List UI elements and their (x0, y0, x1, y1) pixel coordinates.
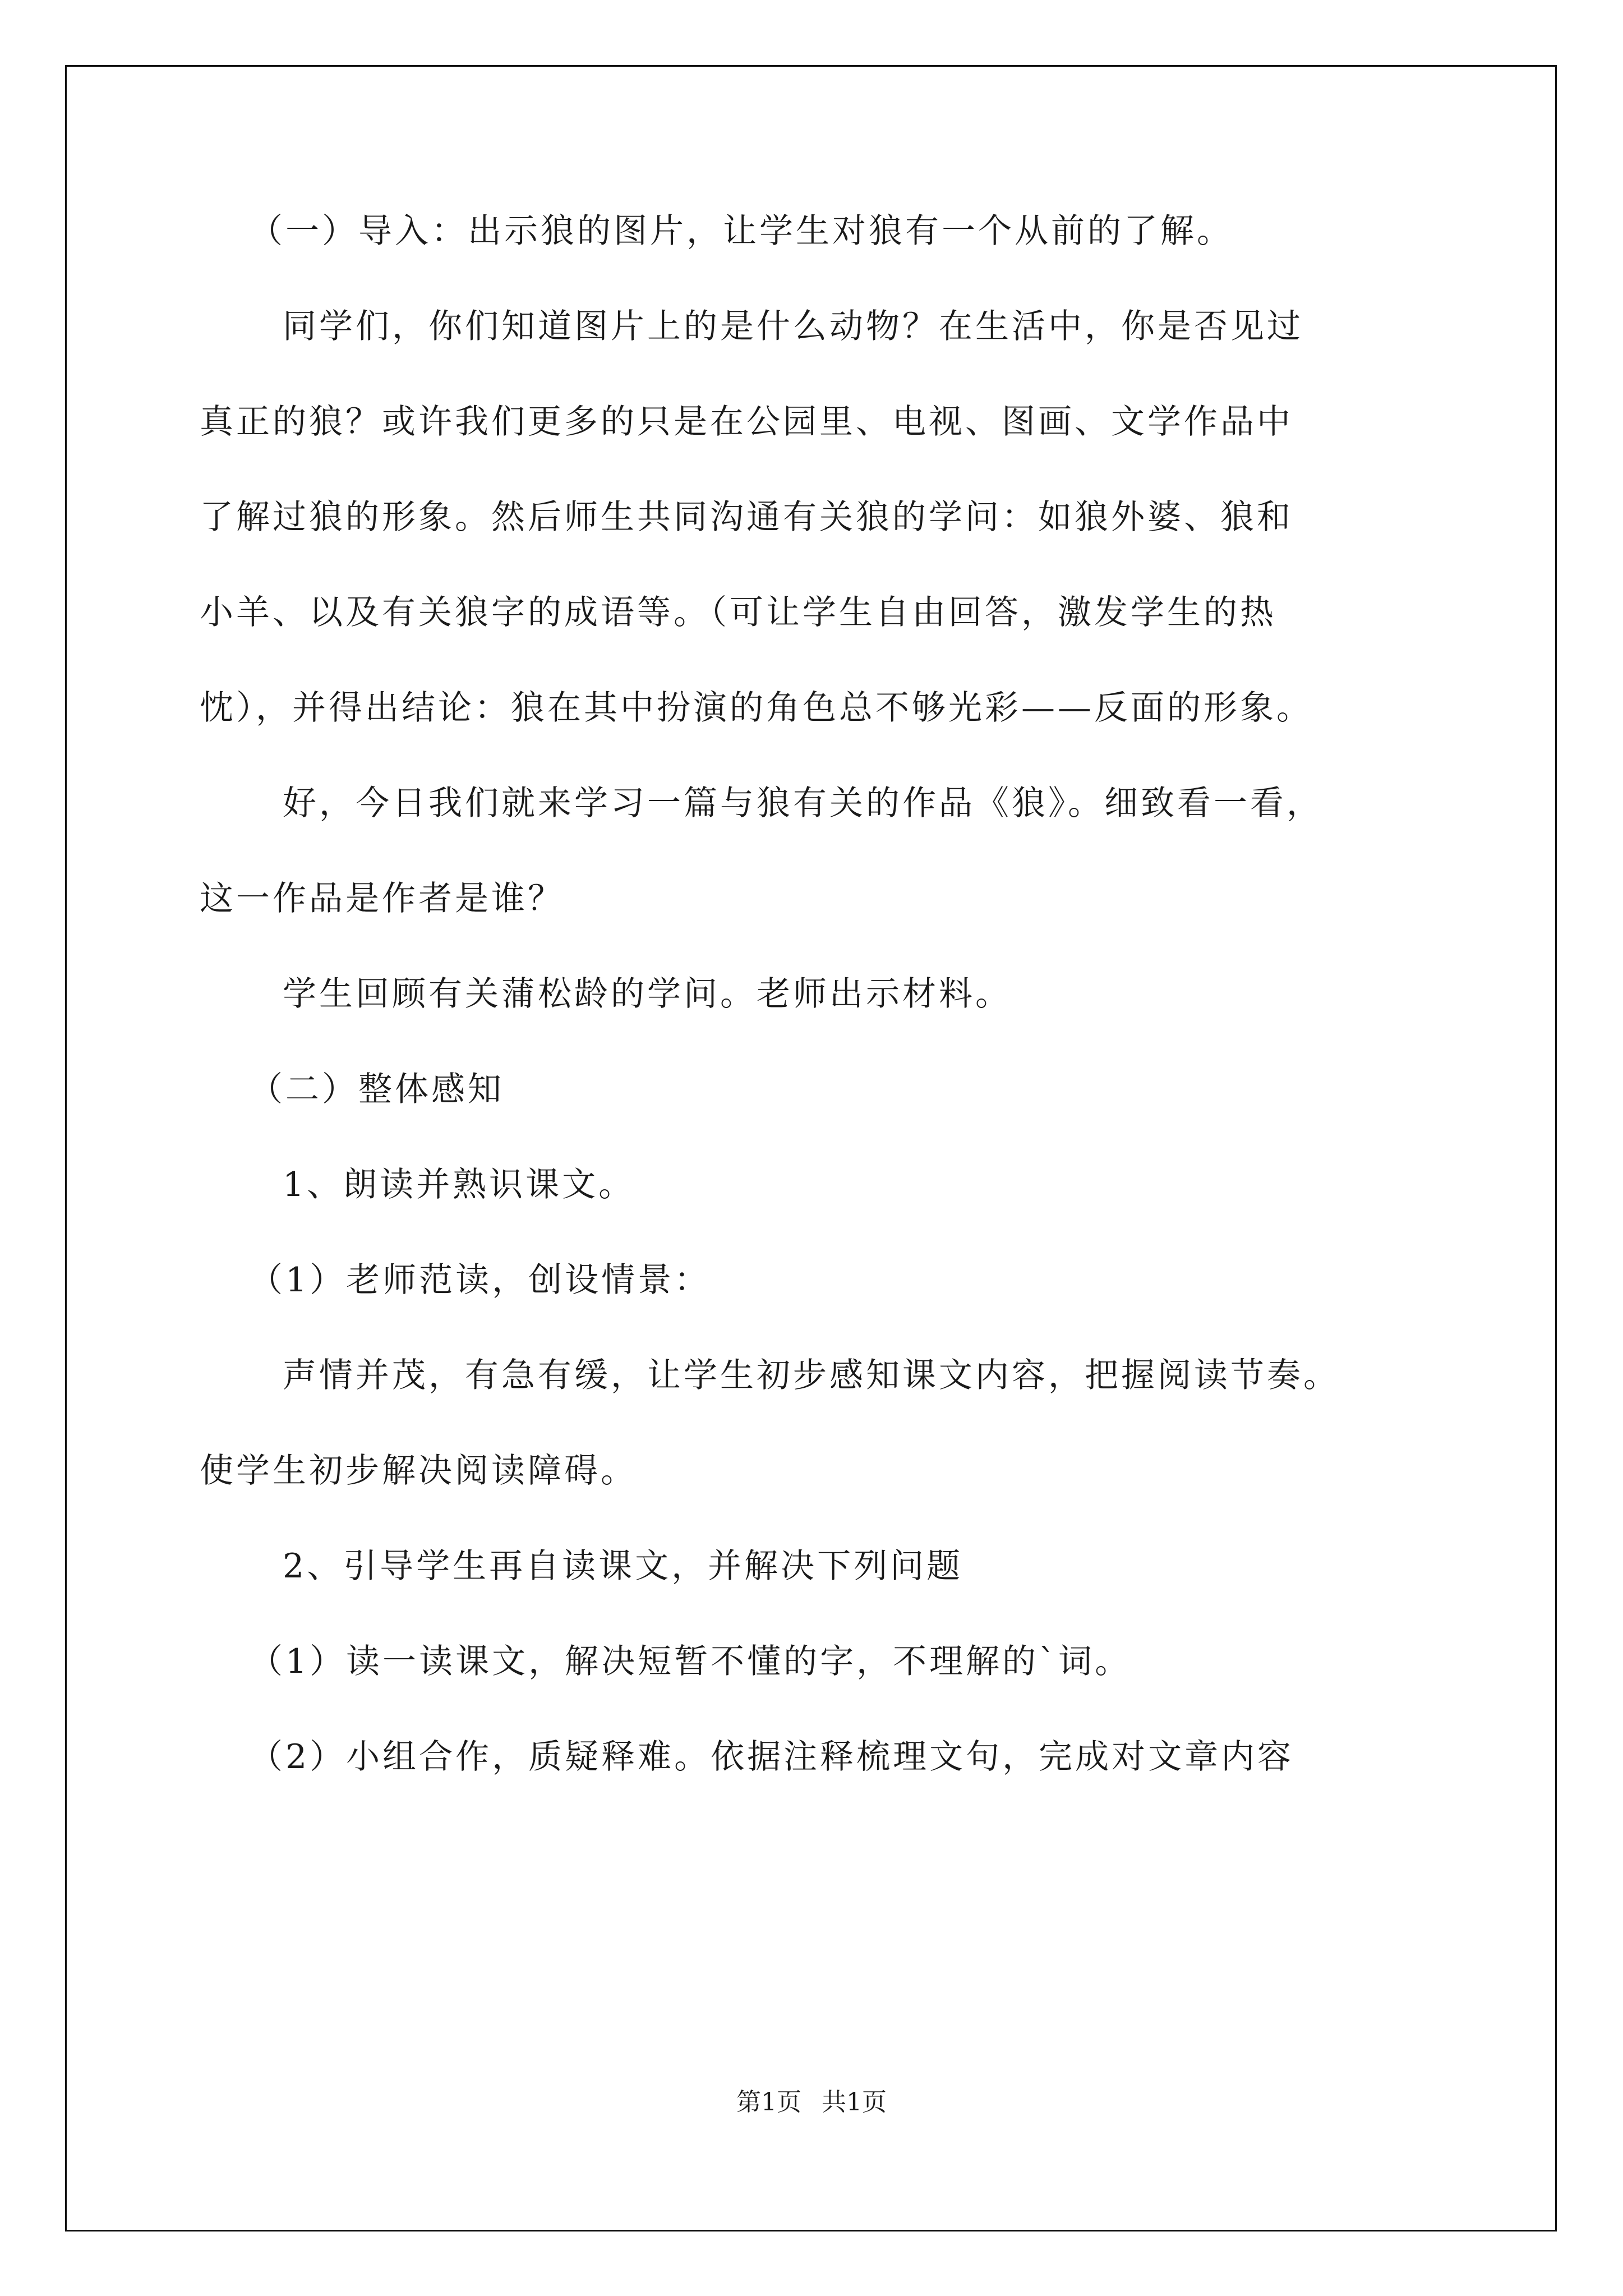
paragraph-line: 真正的狼？或许我们更多的只是在公园里、电视、图画、文学作品中 (200, 402, 1293, 441)
page-number: 第1页 (736, 2088, 801, 2116)
paragraph-line: 这一作品是作者是谁？ (200, 879, 564, 918)
list-subitem: （1）老师范读，创设情景： (249, 1260, 711, 1300)
list-subitem: （1）读一读课文，解决短暂不懂的字，不理解的`词。 (249, 1642, 1132, 1681)
paragraph-line: 小羊、以及有关狼字的成语等。（可让学生自由回答，激发学生的热 (200, 593, 1276, 632)
paragraph-line: 忱），并得出结论：狼在其中扮演的角色总不够光彩——反面的形象。 (200, 688, 1313, 728)
paragraph-line: 好，今日我们就来学习一篇与狼有关的作品《狼》。细致看一看， (283, 784, 1323, 823)
section-heading-intro: （一）导入：出示狼的图片，让学生对狼有一个从前的了解。 (249, 211, 1233, 251)
list-item: 1、朗读并熟识课文。 (283, 1165, 635, 1204)
page-total: 共1页 (822, 2088, 887, 2116)
paragraph-line: 声情并茂，有急有缓，让学生初步感知课文内容，把握阅读节奏。 (283, 1356, 1340, 1395)
paragraph-line: 学生回顾有关蒲松龄的学问。老师出示材料。 (283, 974, 1012, 1014)
paragraph-line: 使学生初步解决阅读障碍。 (200, 1451, 637, 1490)
list-item: 2、引导学生再自读课文，并解决下列问题 (283, 1547, 963, 1586)
paragraph-line: 了解过狼的形象。然后师生共同沟通有关狼的学问：如狼外婆、狼和 (200, 498, 1293, 537)
list-subitem: （2）小组合作，质疑释难。依据注释梳理文句，完成对文章内容 (249, 1737, 1294, 1777)
paragraph-line: 同学们，你们知道图片上的是什么动物？在生活中，你是否见过 (283, 307, 1303, 346)
page-border (65, 65, 1557, 2231)
page-footer (0, 2086, 1623, 2119)
section-heading-overview: （二）整体感知 (249, 1070, 504, 1109)
